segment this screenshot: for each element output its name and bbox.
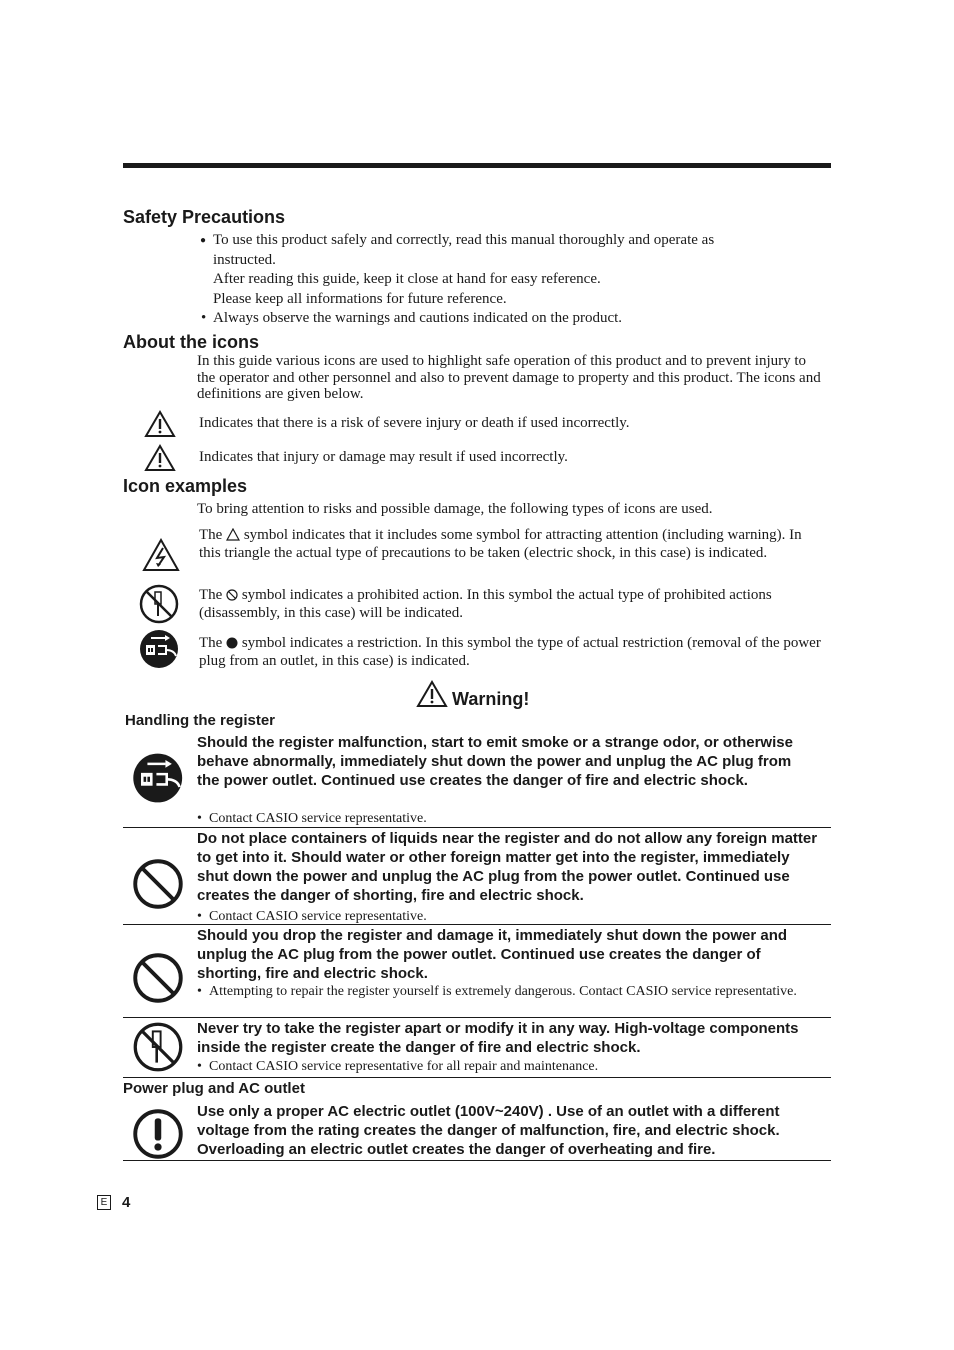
divider (123, 1017, 831, 1018)
bullet-dot: • (197, 811, 202, 826)
safety-title: Safety Precautions (123, 207, 286, 227)
page-number: 4 (122, 1194, 131, 1211)
safety-bullet-2: Always observe the warnings and cautions indicated on the product. (213, 310, 623, 326)
safety-bullet-1-line-3: After reading this guide, keep it close at hand for easy reference. (213, 271, 601, 287)
unplug-icon (139, 629, 181, 669)
bullet-dot: • (197, 909, 202, 924)
example-2-the: The (199, 587, 223, 603)
power-title: Power plug and AC outlet (123, 1080, 305, 1097)
divider (123, 924, 831, 925)
safety-bullet-1-line-4: Please keep all informations for future reference. (213, 291, 507, 307)
about-icon2-text: Indicates that injury or damage may result if used incorrectly. (199, 449, 568, 465)
bullet-dot: • (197, 1059, 202, 1074)
example-3-text (199, 634, 824, 670)
examples-intro: To bring attention to risks and possible damage, the following types of icons are used. (197, 501, 713, 517)
example-3-desc: symbol indicates a restriction. In this symbol the type of actual restriction (removal of the power plug from an outlet, in this case) is indicated. (199, 635, 821, 669)
handling-title: Handling the register (125, 712, 276, 729)
small-triangle-icon (226, 528, 240, 541)
unplug-icon (132, 752, 186, 804)
example-3-the: The (199, 635, 223, 651)
language-marker: E (97, 1195, 111, 1210)
example-2-desc: symbol indicates a prohibited action. In this symbol the actual type of prohibited actions (disassembly, in this case) will be indicated. (199, 587, 772, 621)
warning-2-text: Do not place containers of liquids near the register and do not allow any foreign matter to get into it. Should water or other foreign matter get into the register, immediately shut down the power and unplug the AC plug from the power outlet. Continued use creates the danger of shorting, fire and electric shock. (197, 830, 818, 904)
bullet-dot: ● (200, 235, 207, 246)
warning-4-text: Never try to take the register apart or modify it in any way. High-voltage components inside the register create the danger of fire and electric shock. (197, 1020, 799, 1056)
warning-3-text: Should you drop the register and damage it, immediately shut down the power and unplug the AC plug from the power outlet. Continued use creates the danger of shorting, fire and electric shock. (197, 927, 788, 982)
example-2-text (199, 586, 809, 622)
warning-heading-icon (416, 680, 448, 708)
divider (123, 827, 831, 828)
divider (123, 1077, 831, 1078)
no-disassembly-icon (139, 584, 179, 624)
about-icon1-text: Indicates that there is a risk of severe injury or death if used incorrectly. (199, 415, 630, 431)
warning-title: Warning! (452, 689, 530, 709)
caution-triangle-icon (144, 444, 176, 472)
small-filled-circle-icon (226, 637, 238, 649)
bullet-dot: • (201, 310, 207, 326)
exclamation-restriction-icon (132, 1108, 184, 1160)
safety-bullet-1-line-1: To use this product safely and correctly, read this manual thoroughly and operate as (213, 232, 715, 248)
example-1-the: The (199, 527, 223, 543)
bullet-dot: • (197, 984, 202, 999)
divider (123, 1160, 831, 1161)
top-rule (123, 163, 831, 168)
warning-2-note: Contact CASIO service representative. (209, 909, 427, 924)
example-1-text (199, 526, 809, 562)
prohibited-icon (132, 952, 184, 1004)
warning-4-note: Contact CASIO service representative for all repair and maintenance. (209, 1059, 599, 1074)
warning-5-text: Use only a proper AC electric outlet (100V~240V) . Use of an outlet with a different voltage from the rating creates the danger of malfunction, fire, and electric shock. Overloading an electric outlet creates the danger of overheating and fire. (197, 1103, 780, 1158)
prohibited-icon (132, 858, 184, 910)
electric-shock-triangle-icon (142, 538, 180, 572)
warning-3-note: Attempting to repair the register yourself is extremely dangerous. Contact CASIO service representative. (209, 984, 797, 999)
about-title: About the icons (123, 332, 259, 352)
about-intro: In this guide various icons are used to highlight safe operation of this product and to prevent injury to the operator and other personnel and also to prevent damage to property and this product. The icons and definitions are given below. (197, 353, 821, 402)
warning-1-text: Should the register malfunction, start to emit smoke or a strange odor, or otherwise behave abnormally, immediately shut down the power and unplug the AC plug from the power outlet. Continued use creates the danger of fire and electric shock. (197, 734, 793, 789)
small-prohibited-icon (226, 589, 238, 601)
safety-bullet-1-line-2: instructed. (213, 252, 276, 268)
no-disassembly-icon (132, 1021, 184, 1073)
warning-triangle-icon (144, 410, 176, 438)
examples-title: Icon examples (123, 476, 248, 496)
warning-1-note: Contact CASIO service representative. (209, 811, 427, 826)
example-1-desc: symbol indicates that it includes some symbol for attracting attention (including warning). In this triangle the actual type of precautions to be taken (electric shock, in this case) is indicated. (199, 527, 802, 561)
